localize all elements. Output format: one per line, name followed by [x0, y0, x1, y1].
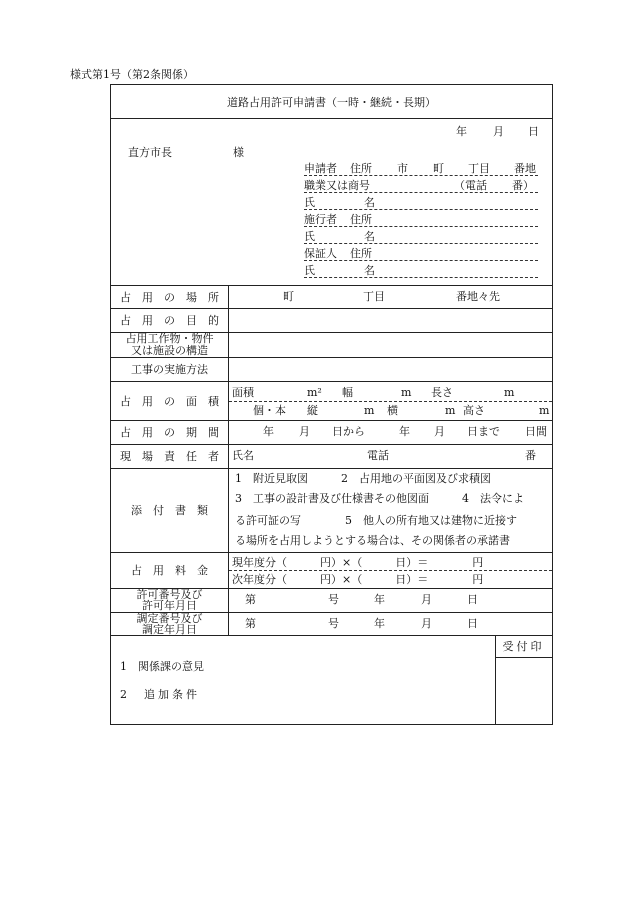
- area-dash: [229, 401, 552, 402]
- date-year: 年: [456, 125, 467, 138]
- guarantor-name-2: 名: [364, 264, 375, 277]
- additional-conditions: 2 追加条件: [120, 688, 200, 701]
- divider: [111, 118, 552, 119]
- area-m-a: m: [401, 386, 412, 399]
- assess-dai: 第: [245, 617, 256, 630]
- supervisor-name: 氏名: [232, 449, 254, 462]
- department-opinion: 1 関係課の意見: [120, 660, 204, 673]
- period-year: 年: [263, 425, 274, 438]
- applicant-town: 町: [433, 162, 444, 175]
- applicant-name-1: 氏: [304, 196, 315, 209]
- divider: [111, 635, 552, 636]
- structure-label: [111, 332, 228, 357]
- attachments-line-4: る場所を占用しようとする場合は、その関係者の承諾書: [235, 534, 510, 547]
- permit-year: 年: [374, 593, 385, 606]
- purpose-label: 占 用 の 目 的: [120, 314, 219, 327]
- form-title: 道路占用許可申請書（一時・継続・長期）: [227, 96, 436, 109]
- permit-label-line-2: 許可年月日: [142, 599, 197, 612]
- applicant-chome: 丁目: [468, 162, 490, 175]
- supervisor-phone: 電話: [367, 449, 389, 462]
- area-m-b: m: [504, 386, 515, 399]
- permit-month: 月: [421, 593, 432, 606]
- assess-label-line-2: 調定年月日: [142, 622, 197, 636]
- fee-current-year: 現年度分（ 円）×（ 日）＝ 円: [232, 556, 484, 569]
- location-chome: 丁目: [363, 290, 385, 303]
- method-label: 工事の実施方法: [131, 363, 208, 376]
- date-day: 日: [528, 125, 539, 138]
- area-count: 個・本: [253, 404, 286, 417]
- period-month: 月: [299, 425, 310, 438]
- assess-month: 月: [421, 617, 432, 630]
- area-haba: 幅: [342, 386, 353, 399]
- attachments-label: 添 付 書 類: [131, 504, 208, 517]
- contractor-name-1: 氏: [304, 230, 315, 243]
- supervisor-label: 現 場 責 任 者: [120, 450, 219, 463]
- structure-label-line-2: 又は施設の構造: [131, 343, 208, 357]
- applicant-city: 市: [397, 162, 408, 175]
- area-label: 占 用 の 面 積: [120, 394, 219, 408]
- contractor-address-label: 住所: [350, 213, 372, 226]
- fee-label: 占 用 料 金: [131, 564, 208, 577]
- guarantor-address-label: 住所: [350, 247, 372, 260]
- period-year-2: 年: [399, 425, 410, 438]
- applicant-name-2: 名: [364, 196, 375, 209]
- area-m-d: m: [445, 404, 456, 417]
- area-m-c: m: [364, 404, 375, 417]
- attachments-line-3: る許可証の写 5 他人の所有地又は建物に近接す: [235, 514, 517, 527]
- applicant-name-line: [304, 209, 538, 210]
- period-label: 占 用 の 期 間: [120, 426, 219, 439]
- guarantor-role: 保証人: [304, 247, 337, 260]
- date-month: 月: [493, 125, 504, 138]
- form-number-label: 様式第1号（第2条関係）: [70, 68, 194, 81]
- permit-dai: 第: [245, 593, 256, 606]
- area-nagasa: 長さ: [431, 386, 453, 399]
- assess-day: 日: [467, 617, 478, 630]
- supervisor-ban: 番: [525, 449, 536, 462]
- period-days: 日間: [525, 425, 547, 438]
- applicant-address-line: [304, 175, 538, 176]
- applicant-role: 申請者: [304, 162, 337, 175]
- assess-go: 号: [328, 617, 339, 630]
- permit-go: 号: [328, 593, 339, 606]
- area-m-e: m: [539, 404, 550, 417]
- applicant-banchi: 番地: [514, 162, 536, 175]
- applicant-occupation: 職業又は商号: [304, 179, 370, 192]
- contractor-role: 施行者: [304, 213, 337, 226]
- guarantor-name-1: 氏: [304, 264, 315, 277]
- applicant-phone-ban: 番）: [512, 179, 534, 192]
- contractor-name-2: 名: [364, 230, 375, 243]
- attachments-line-1: 1 附近見取図 2 占用地の平面図及び求積図: [235, 472, 491, 485]
- divider: [495, 657, 552, 658]
- fee-next-year: 次年度分（ 円）×（ 日）＝ 円: [232, 573, 484, 586]
- period-until: 日まで: [467, 425, 500, 438]
- period-from: 日から: [332, 425, 365, 438]
- honorific: 様: [233, 146, 244, 159]
- applicant-occupation-line: [304, 192, 538, 193]
- contractor-address-line: [304, 226, 538, 227]
- area-tate: 縦: [307, 404, 318, 417]
- location-banchi: 番地々先: [456, 290, 500, 303]
- location-label: 占 用 の 場 所: [120, 290, 219, 304]
- area-yoko: 横: [387, 404, 398, 417]
- area-m2: m²: [307, 386, 322, 399]
- assess-label-line-1: 調定番号及び: [136, 611, 203, 625]
- area-menseki: 面積: [232, 386, 254, 399]
- structure-label-line-1: 占用工作物・物件: [125, 331, 214, 345]
- assess-label: [111, 612, 228, 635]
- contractor-name-line: [304, 243, 538, 244]
- location-town: 町: [283, 290, 294, 303]
- label-column-divider: [228, 285, 229, 635]
- permit-day: 日: [467, 593, 478, 606]
- attachments-line-2: 3 工事の設計書及び仕様書その他図面 4 法令によ: [235, 492, 524, 505]
- guarantor-address-line: [304, 260, 538, 261]
- permit-label-line-1: 許可番号及び: [136, 588, 203, 601]
- addressee: 直方市長: [128, 146, 172, 159]
- applicant-phone: （電話: [454, 179, 487, 192]
- application-form: [110, 84, 553, 725]
- applicant-address-label: 住所: [350, 162, 372, 175]
- guarantor-name-line: [304, 277, 538, 278]
- area-takasa: 高さ: [463, 404, 485, 417]
- permit-label: [111, 588, 228, 612]
- fee-dash: [229, 570, 552, 571]
- period-month-2: 月: [434, 425, 445, 438]
- reception-stamp-label: 受付印: [502, 640, 545, 653]
- assess-year: 年: [374, 617, 385, 630]
